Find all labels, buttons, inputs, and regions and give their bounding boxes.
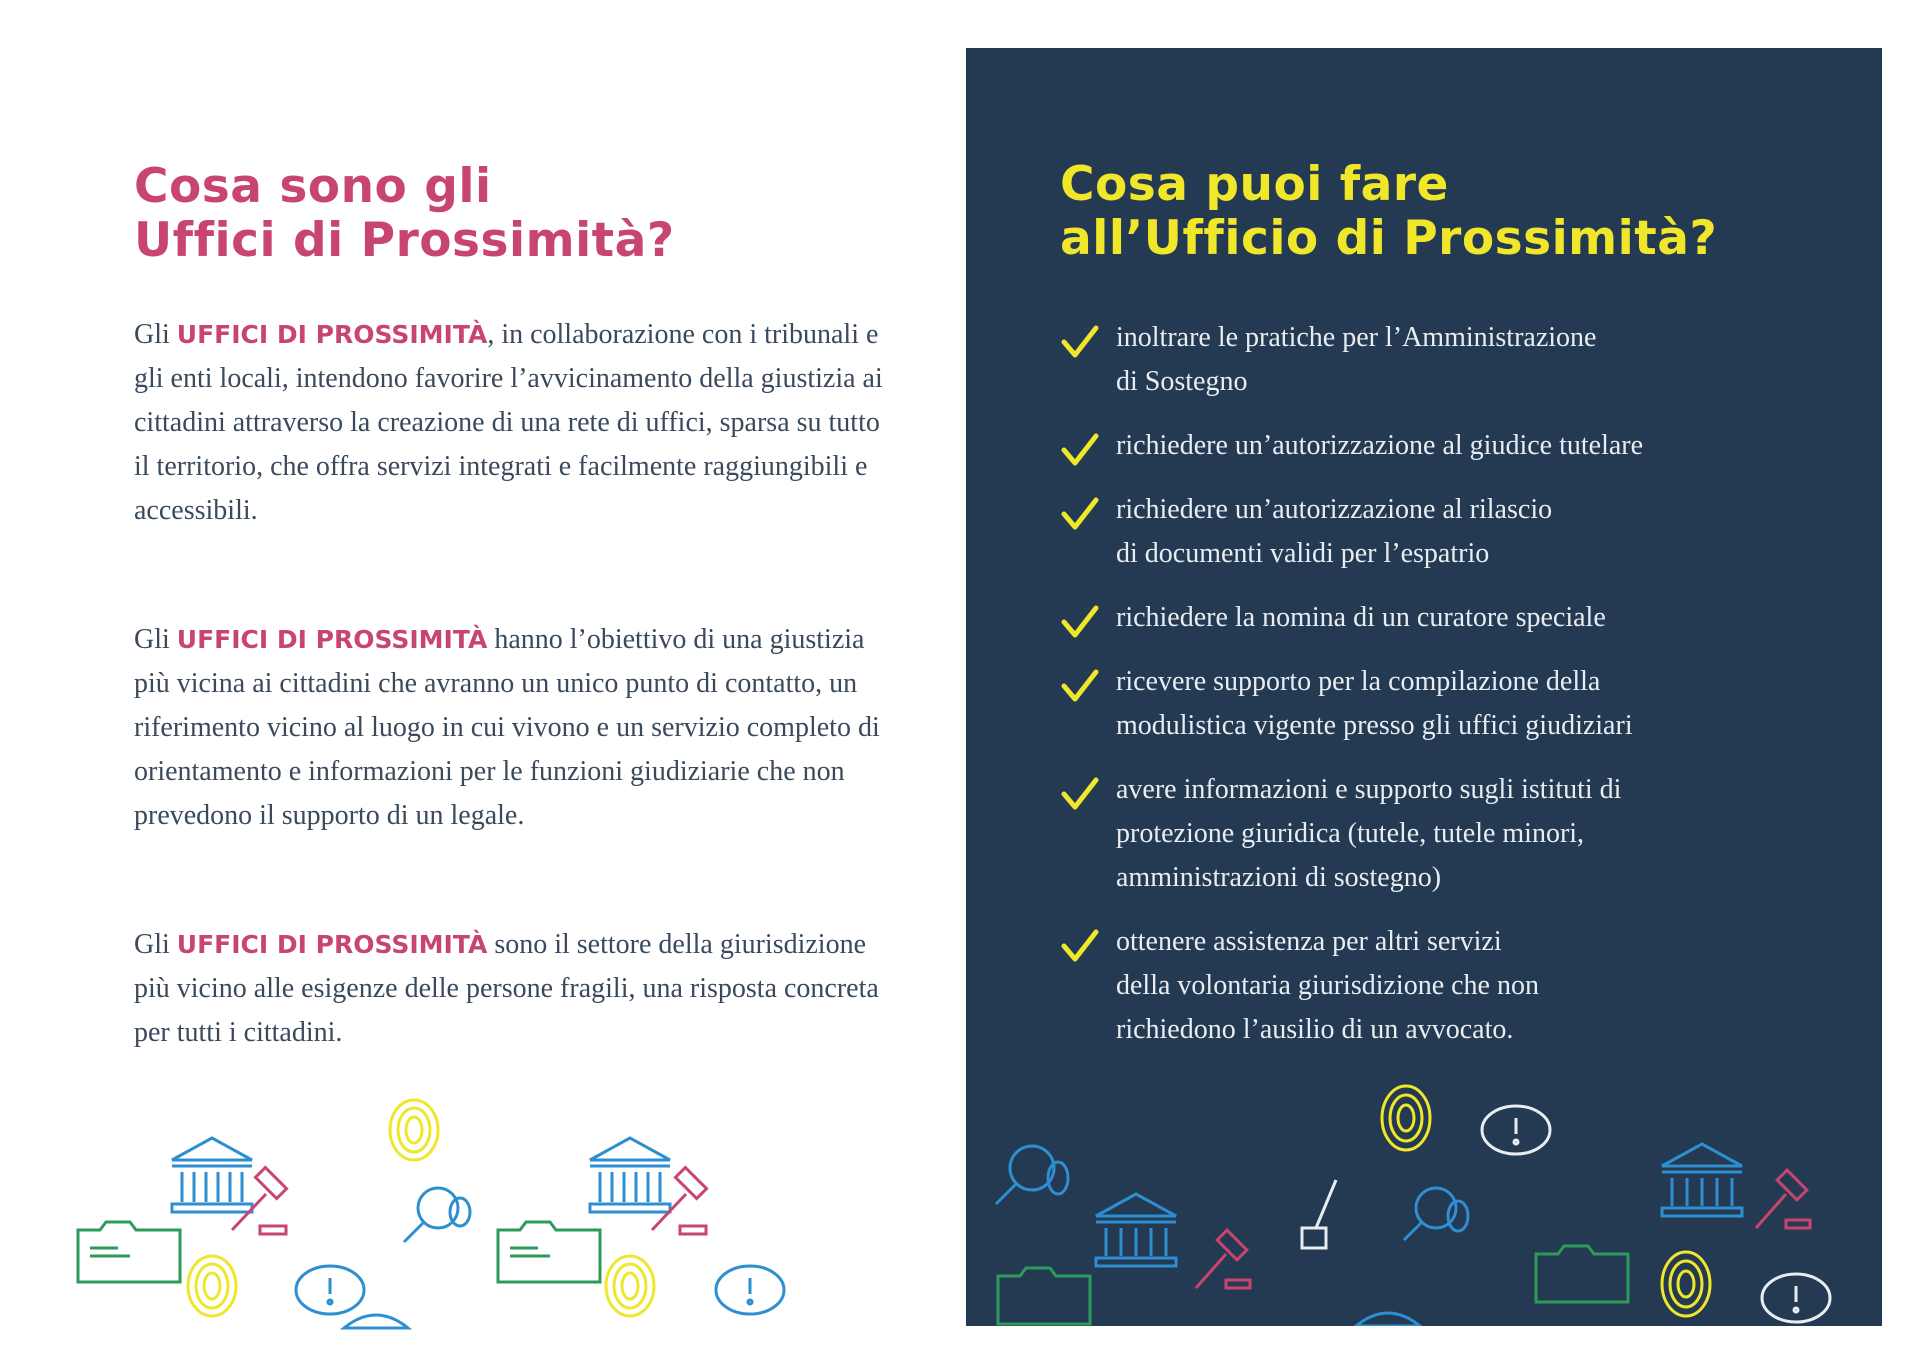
left-heading bbox=[134, 160, 675, 268]
paragraph-3-text: sono il settore della giurisdizione più vicino alle esigenze delle persone fragili, una risposta concreta per tutti i cittadini. bbox=[134, 929, 879, 1048]
paragraph-3-lead: Gli bbox=[134, 929, 177, 960]
service-item-text: avere informazioni e supporto sugli istituti di bbox=[1116, 774, 1622, 805]
dome-icon-dark bbox=[1356, 1313, 1420, 1326]
checkmark-icon bbox=[1060, 494, 1100, 534]
paragraph-2-brand: UFFICI DI PROSSIMITÀ bbox=[176, 625, 488, 654]
service-item-1 bbox=[1060, 316, 1860, 404]
fingerprint-icon bbox=[188, 1256, 236, 1316]
paragraph-3 bbox=[134, 923, 894, 1055]
service-item-text: richiedono l’ausilio di un avvocato. bbox=[1116, 1014, 1514, 1045]
checkmark-icon bbox=[1060, 322, 1100, 362]
folder-icon bbox=[78, 1222, 180, 1282]
checkmark-icon bbox=[1060, 602, 1100, 642]
alert-bubble-icon-dark-2 bbox=[1762, 1274, 1830, 1322]
paragraph-2-lead: Gli bbox=[134, 624, 177, 655]
service-item-text: inoltrare le pratiche per l’Amministrazione bbox=[1116, 322, 1597, 353]
paragraph-2 bbox=[134, 618, 894, 838]
service-item-text: ottenere assistenza per altri servizi bbox=[1116, 926, 1502, 957]
service-item-2 bbox=[1060, 424, 1860, 468]
services-list bbox=[1060, 316, 1860, 1072]
right-heading bbox=[1060, 158, 1717, 266]
folder-icon-2 bbox=[498, 1222, 600, 1282]
quill-ink-icon bbox=[1302, 1180, 1336, 1248]
service-item-5 bbox=[1060, 660, 1860, 748]
paragraph-2-text: hanno l’obiettivo di una giustizia più vicina ai cittadini che avranno un unico punto di contatto, un riferimento vicino al luogo in cui vivono e un servizio completo di orientamento e informazioni per le funzioni giudiziarie che non prevedono il supporto di un legale. bbox=[134, 624, 880, 831]
gavel-icon-dark bbox=[1196, 1230, 1250, 1288]
service-item-text: richiedere un’autorizzazione al rilascio bbox=[1116, 494, 1553, 525]
fingerprint-icon-3 bbox=[606, 1256, 654, 1316]
folder-icon-dark bbox=[998, 1268, 1090, 1324]
fingerprint-icon-dark bbox=[1382, 1086, 1430, 1150]
magnifier-icon-dark bbox=[996, 1146, 1068, 1204]
service-item-text: di documenti validi per l’espatrio bbox=[1116, 538, 1490, 569]
service-item-7 bbox=[1060, 920, 1860, 1052]
left-heading-line-2: Uffici di Prossimità? bbox=[134, 213, 675, 268]
paragraph-1 bbox=[134, 313, 894, 533]
right-heading-line-1: Cosa puoi fare bbox=[1060, 157, 1449, 212]
service-item-text: protezione giuridica (tutele, tutele minori, bbox=[1116, 818, 1585, 849]
magnifier-icon-dark-2 bbox=[1404, 1188, 1468, 1240]
folder-icon-dark-2 bbox=[1536, 1246, 1628, 1302]
service-item-4 bbox=[1060, 596, 1860, 640]
courthouse-icon-2 bbox=[590, 1138, 670, 1212]
service-item-text: modulistica vigente presso gli uffici giudiziari bbox=[1116, 710, 1633, 741]
alert-bubble-icon bbox=[296, 1266, 364, 1314]
service-item-text: ricevere supporto per la compilazione della bbox=[1116, 666, 1601, 697]
gavel-icon bbox=[232, 1167, 287, 1234]
service-item-text: della volontaria giurisdizione che non bbox=[1116, 970, 1539, 1001]
checkmark-icon bbox=[1060, 926, 1100, 966]
paragraph-1-brand: UFFICI DI PROSSIMITÀ bbox=[176, 320, 488, 349]
checkmark-icon bbox=[1060, 666, 1100, 706]
alert-bubble-icon-dark bbox=[1482, 1106, 1550, 1154]
left-icon-band bbox=[60, 1090, 920, 1340]
gavel-icon-dark-3 bbox=[1756, 1170, 1810, 1228]
right-panel bbox=[966, 48, 1882, 1326]
dome-icon bbox=[344, 1315, 408, 1328]
paragraph-1-lead: Gli bbox=[134, 319, 177, 350]
left-heading-line-1: Cosa sono gli bbox=[134, 159, 492, 214]
service-item-text: richiedere la nomina di un curatore speciale bbox=[1116, 602, 1606, 633]
alert-bubble-icon-2 bbox=[716, 1266, 784, 1314]
checkmark-icon bbox=[1060, 774, 1100, 814]
fingerprint-icon-2 bbox=[390, 1100, 438, 1160]
service-item-text: di Sostegno bbox=[1116, 366, 1248, 397]
paragraph-1-text: , in collaborazione con i tribunali e gli enti locali, intendono favorire l’avvicinamento della giustizia ai cittadini attraverso la creazione di una rete di uffici, sparsa su tutto il territorio, che offra servizi integrati e facilmente raggiungibili e accessibili. bbox=[134, 319, 883, 526]
service-item-text: amministrazioni di sostegno) bbox=[1116, 862, 1442, 893]
courthouse-icon bbox=[172, 1138, 252, 1212]
service-item-6 bbox=[1060, 768, 1860, 900]
courthouse-icon-dark-2 bbox=[1662, 1144, 1742, 1216]
fingerprint-icon-dark-2 bbox=[1662, 1252, 1710, 1316]
service-item-3 bbox=[1060, 488, 1860, 576]
service-item-text: richiedere un’autorizzazione al giudice tutelare bbox=[1116, 430, 1644, 461]
checkmark-icon bbox=[1060, 430, 1100, 470]
right-heading-line-2: all’Ufficio di Prossimità? bbox=[1060, 211, 1718, 266]
right-icon-band bbox=[986, 1058, 1866, 1326]
paragraph-3-brand: UFFICI DI PROSSIMITÀ bbox=[176, 930, 488, 959]
magnifier-icon bbox=[404, 1188, 470, 1242]
courthouse-icon-dark bbox=[1096, 1194, 1176, 1266]
